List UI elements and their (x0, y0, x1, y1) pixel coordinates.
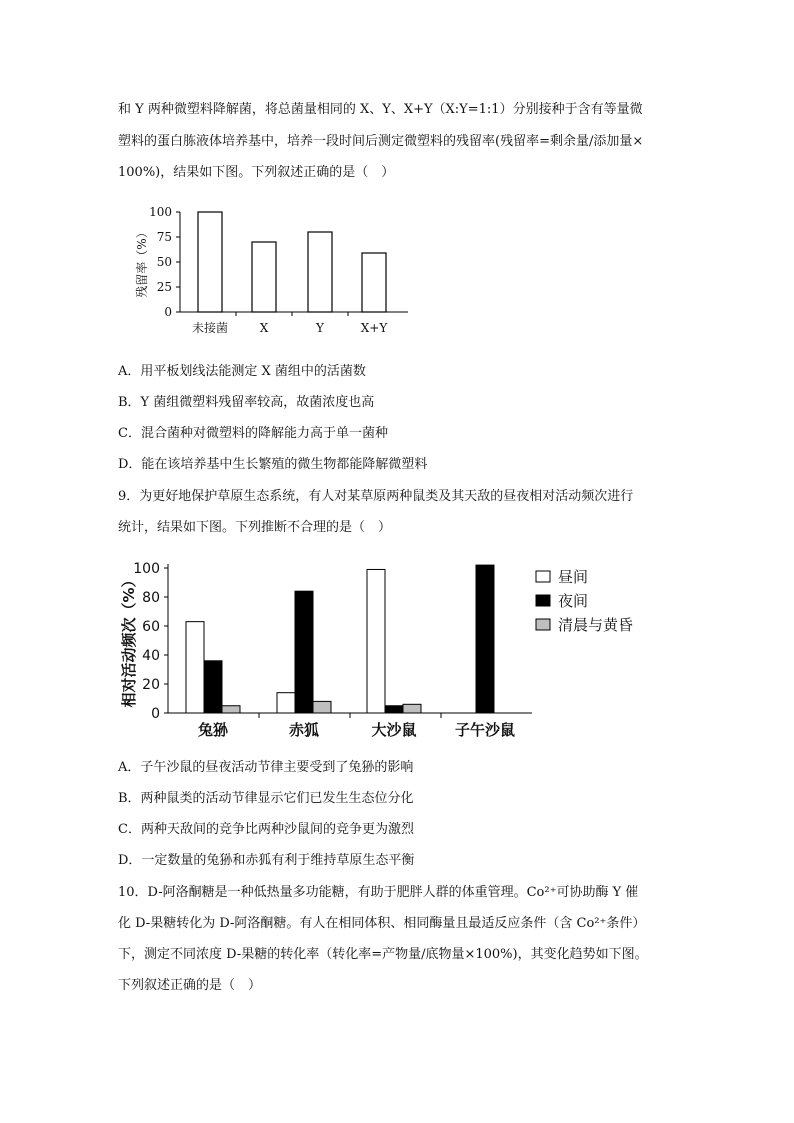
q9-option-d[interactable]: D．一定数量的兔狲和赤狐有利于维持草原生态平衡 (118, 853, 415, 868)
bar (252, 242, 276, 312)
x-category-label: 赤狐 (288, 721, 320, 739)
x-category-label: X+Y (360, 321, 388, 335)
legend-swatch (536, 595, 550, 606)
y-tick-label: 0 (164, 305, 172, 319)
bar-night (204, 661, 222, 713)
q9-option-c[interactable]: C．两种天敌间的竞争比两种沙鼠间的竞争更为激烈 (118, 822, 414, 837)
legend-label: 昼间 (558, 568, 589, 586)
q10-stem-line-4: 下列叙述正确的是（ ） (118, 978, 262, 993)
bar (198, 212, 222, 312)
y-tick-label: 75 (156, 230, 172, 244)
y-tick-label: 20 (142, 677, 160, 693)
bar-dawn-dusk (313, 701, 331, 713)
legend-label: 清晨与黄昏 (558, 616, 634, 634)
y-tick-label: 60 (142, 619, 160, 635)
bar-dawn-dusk (222, 706, 240, 713)
bar-daytime (367, 569, 385, 713)
legend-label: 夜间 (558, 592, 589, 610)
legend-swatch (536, 619, 550, 630)
x-category-label: X (259, 321, 269, 335)
q10-stem-line-3: 下，测定不同浓度 D-果糖的转化率（转化率=产物量/底物量×100%)，其变化趋势如下图。 (118, 947, 648, 962)
q8-stem-line-3: 100%)，结果如下图。下列叙述正确的是（ ） (118, 165, 395, 180)
q8-stem-line-2: 塑料的蛋白胨液体培养基中，培养一段时间后测定微塑料的残留率(残留率=剩余量/添加量× (118, 134, 644, 149)
q9-stem-line-1: 9．为更好地保护草原生态系统，有人对某草原两种鼠类及其天敌的昼夜相对活动频次进行 (118, 489, 634, 504)
y-tick-label: 40 (142, 648, 160, 664)
activity-frequency-chart (118, 555, 658, 745)
q8-option-a[interactable]: A．用平板划线法能测定 X 菌组中的活菌数 (118, 364, 366, 379)
y-tick-label: 25 (156, 280, 172, 294)
x-category-label: 未接菌 (191, 321, 229, 335)
q10-stem-line-2: 化 D-果糖转化为 D-阿洛酮糖。有人在相同体积、相同酶量且最适反应条件（含 Co²⁺条件） (118, 916, 646, 931)
y-tick-label: 80 (142, 590, 160, 606)
bar-night (295, 591, 313, 713)
q8-option-b[interactable]: B．Y 菌组微塑料残留率较高，故菌浓度也高 (118, 395, 375, 410)
x-category-label: Y (316, 321, 324, 335)
x-category-label: 大沙鼠 (371, 721, 417, 739)
legend-swatch (536, 571, 550, 582)
bar-daytime (277, 693, 295, 713)
q8-option-c[interactable]: C．混合菌种对微塑料的降解能力高于单一菌种 (118, 426, 388, 441)
q9-stem-line-2: 统计，结果如下图。下列推断不合理的是（ ） (118, 520, 392, 535)
bar (308, 232, 332, 312)
x-category-label: 子午沙鼠 (454, 721, 516, 739)
y-axis-label: 残留率（%） (135, 226, 149, 298)
bar-night (385, 706, 403, 713)
q10-stem-line-1: 10．D-阿洛酮糖是一种低热量多功能糖，有助于肥胖人群的体重管理。Co²⁺可协助酶 Y 催 (118, 885, 639, 900)
y-axis-label: 相对活动频次（%） (120, 572, 138, 708)
y-tick-label: 100 (133, 561, 160, 577)
bar-night (476, 565, 494, 713)
y-tick-label: 0 (151, 706, 160, 722)
q9-option-b[interactable]: B．两种鼠类的活动节律显示它们已发生生态位分化 (118, 791, 414, 806)
bar-dawn-dusk (403, 704, 421, 713)
q8-stem-line-1: 和 Y 两种微塑料降解菌，将总菌量相同的 X、Y、X+Y（X:Y=1:1）分别接种于含有等量微 (118, 102, 643, 117)
bar-daytime (186, 622, 204, 713)
q8-option-d[interactable]: D．能在该培养基中生长繁殖的微生物都能降解微塑料 (118, 457, 428, 472)
y-tick-label: 100 (149, 205, 172, 219)
residual-rate-chart (118, 196, 418, 346)
x-category-label: 兔狲 (197, 721, 229, 739)
y-tick-label: 50 (156, 255, 172, 269)
q9-option-a[interactable]: A．子午沙鼠的昼夜活动节律主要受到了兔狲的影响 (118, 760, 414, 775)
bar (362, 253, 386, 312)
